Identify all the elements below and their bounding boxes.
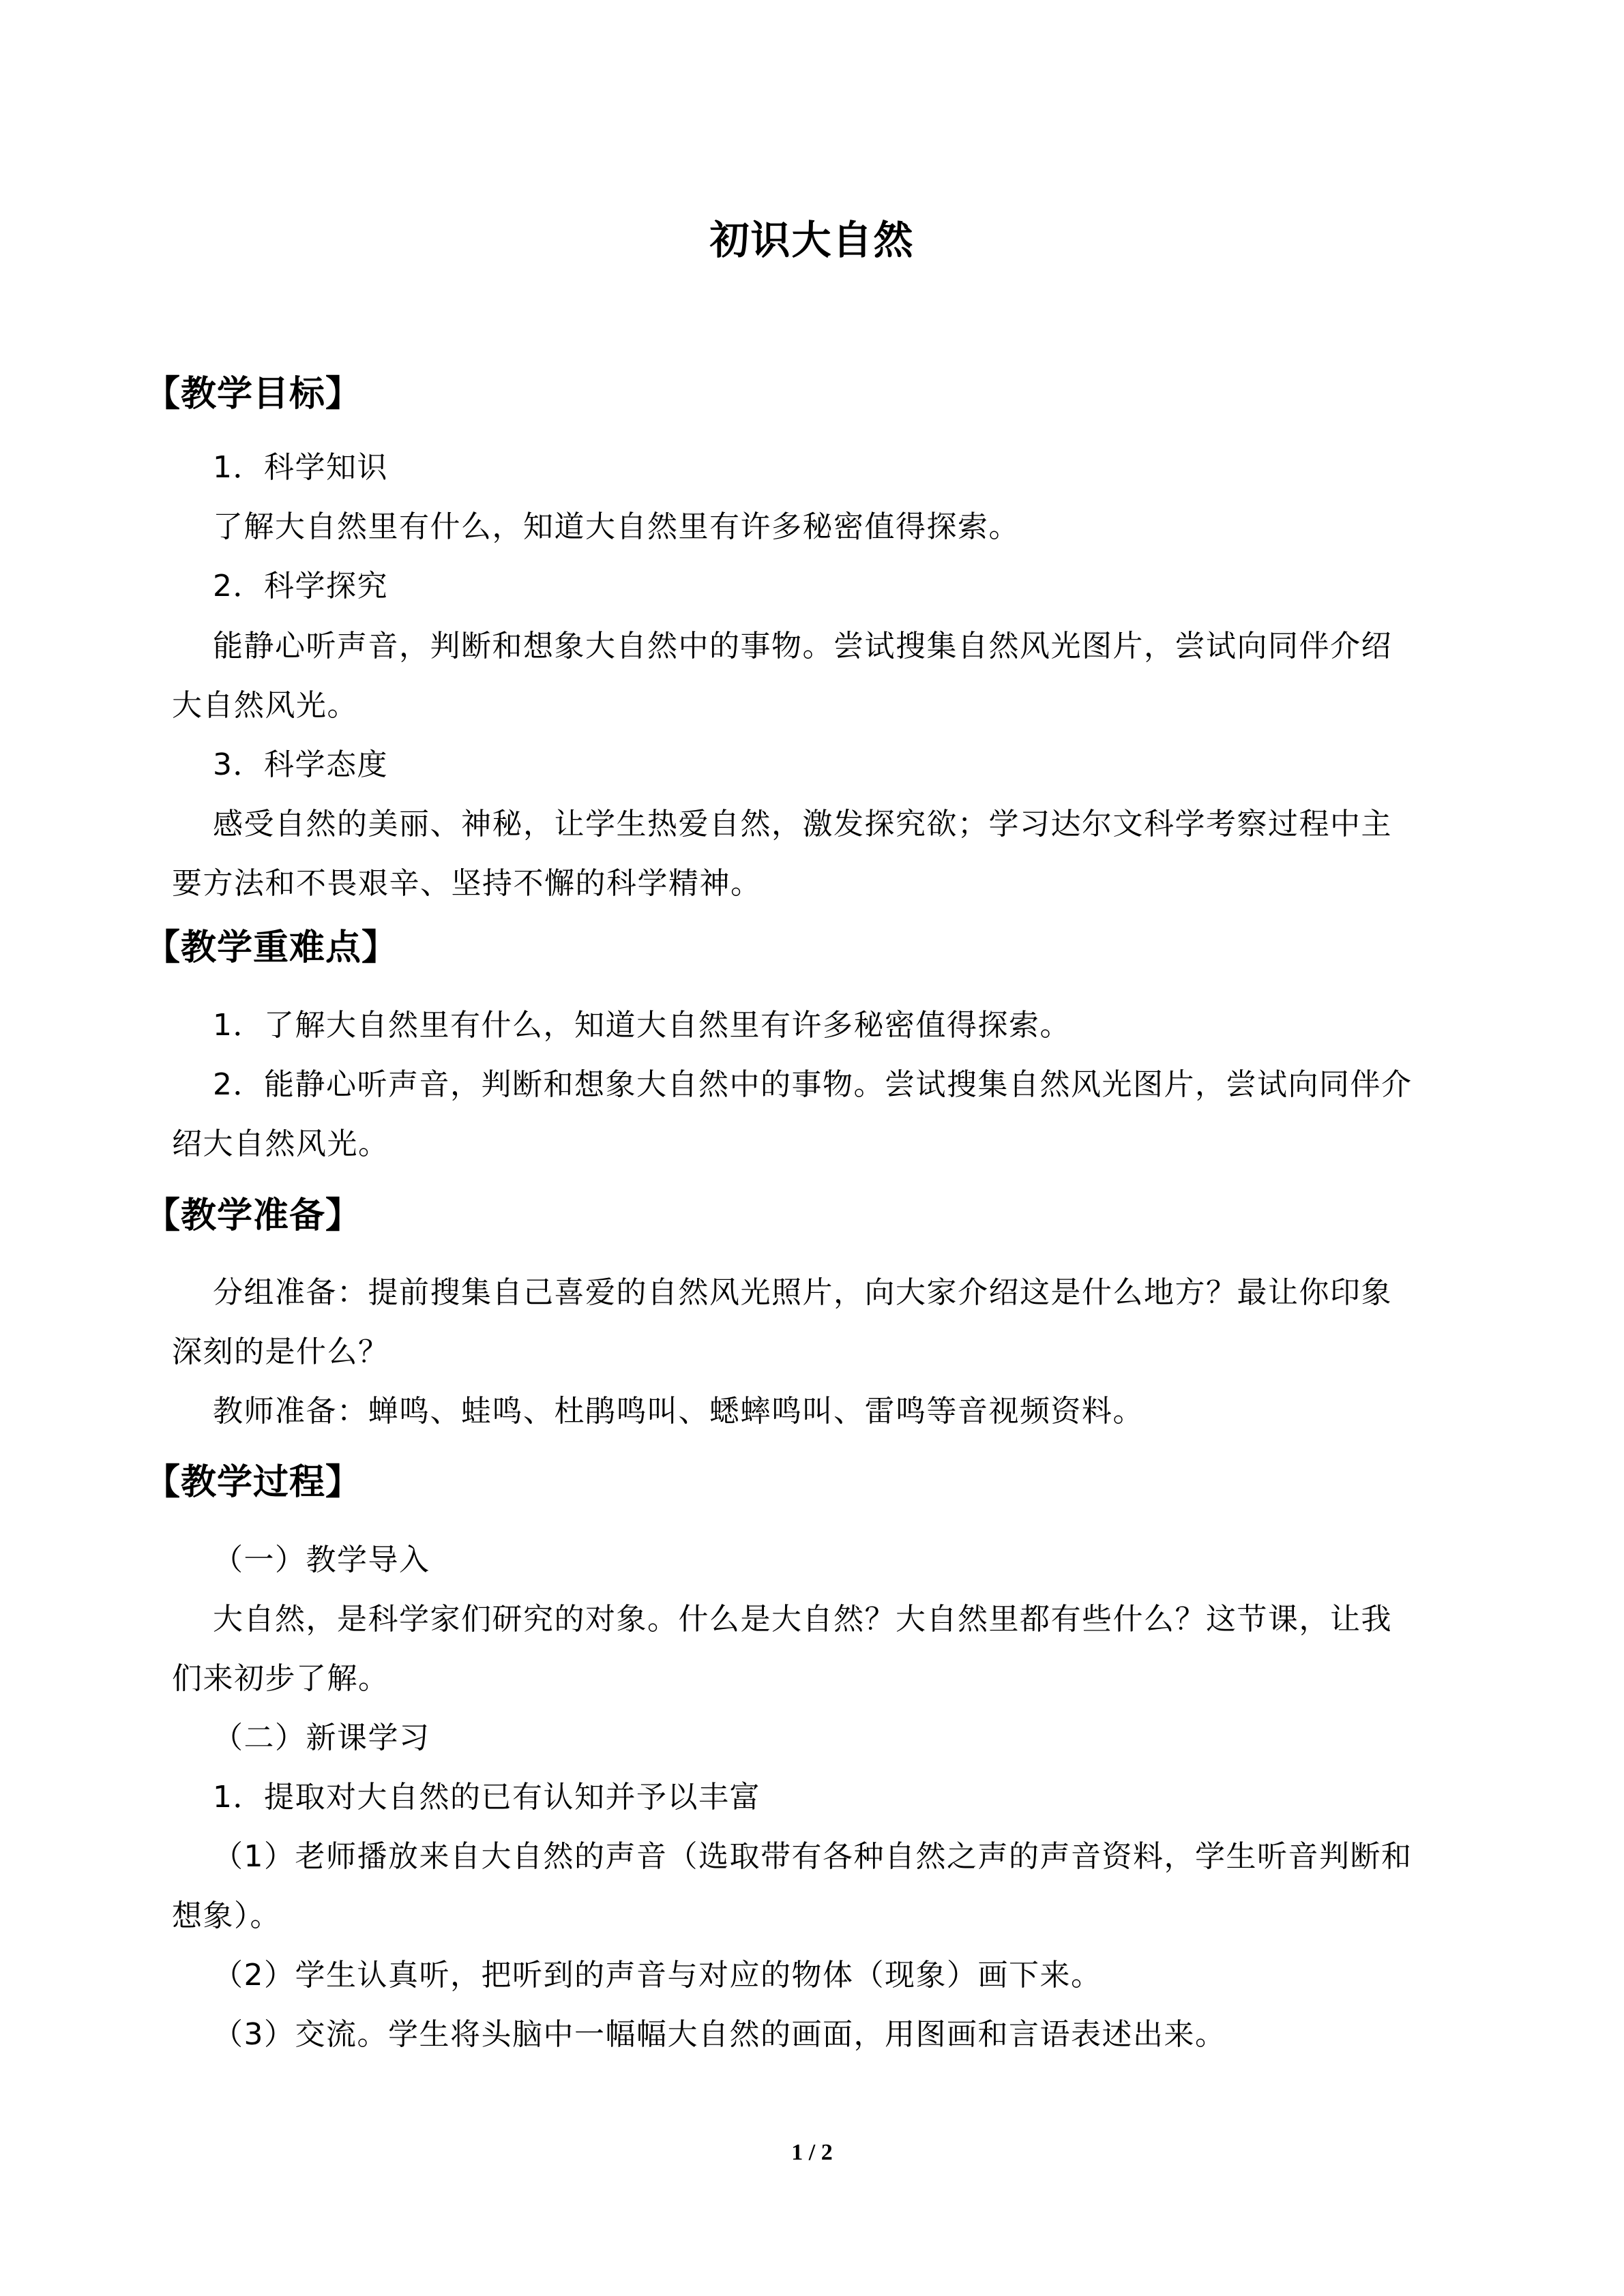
objective-1-text: 了解大自然里有什么，知道大自然里有许多秘密值得探索。: [213, 509, 1020, 544]
section-heading-preparation: 【教学准备】: [145, 1195, 362, 1236]
process-step1-sub3: （3）交流。学生将头脑中一幅幅大自然的画面，用图画和言语表述出来。: [213, 2017, 1226, 2052]
section-heading-process: 【教学过程】: [145, 1462, 362, 1503]
process-step1-sub1-line2: 想象）。: [172, 1898, 281, 1933]
key-point-2-line2: 绍大自然风光。: [172, 1127, 389, 1161]
objective-3-label: 3．科学态度: [213, 747, 388, 782]
preparation-teacher: 教师准备：蝉鸣、蛙鸣、杜鹃鸣叫、蟋蟀鸣叫、雷鸣等音视频资料。: [213, 1394, 1144, 1429]
process-part1-text-line2: 们来初步了解。: [172, 1661, 389, 1696]
preparation-group-line2: 深刻的是什么？: [172, 1335, 389, 1369]
process-step1-label: 1．提取对大自然的已有认知并予以丰富: [213, 1780, 761, 1815]
objective-2-text-line2: 大自然风光。: [172, 688, 358, 723]
process-part1-label: （一）教学导入: [213, 1542, 430, 1577]
objective-3-text-line2: 要方法和不畏艰辛、坚持不懈的科学精神。: [172, 866, 762, 901]
process-step1-sub2: （2）学生认真听，把听到的声音与对应的物体（现象）画下来。: [213, 1958, 1102, 1993]
section-heading-key-points: 【教学重难点】: [145, 927, 398, 968]
page-number: 1 / 2: [791, 2140, 833, 2165]
document-title: 初识大自然: [709, 217, 915, 263]
objective-1-label: 1．科学知识: [213, 450, 388, 485]
process-step1-sub1-line1: （1）老师播放来自大自然的声音（选取带有各种自然之声的声音资料，学生听音判断和: [213, 1839, 1413, 1874]
preparation-group-line1: 分组准备：提前搜集自己喜爱的自然风光照片，向大家介绍这是什么地方？最让你印象: [213, 1275, 1392, 1310]
process-part2-label: （二）新课学习: [213, 1720, 430, 1755]
key-point-1: 1．了解大自然里有什么，知道大自然里有许多秘密值得探索。: [213, 1008, 1071, 1043]
objective-2-label: 2．科学探究: [213, 569, 388, 603]
section-heading-objectives: 【教学目标】: [145, 374, 362, 415]
process-part1-text-line1: 大自然，是科学家们研究的对象。什么是大自然？大自然里都有些什么？这节课，让我: [213, 1602, 1392, 1637]
objective-2-text-line1: 能静心听声音，判断和想象大自然中的事物。尝试搜集自然风光图片，尝试向同伴介绍: [213, 629, 1392, 664]
key-point-2-line1: 2．能静心听声音，判断和想象大自然中的事物。尝试搜集自然风光图片，尝试向同伴介: [213, 1067, 1413, 1102]
objective-3-text-line1: 感受自然的美丽、神秘，让学生热爱自然，激发探究欲；学习达尔文科学考察过程中主: [213, 807, 1392, 841]
